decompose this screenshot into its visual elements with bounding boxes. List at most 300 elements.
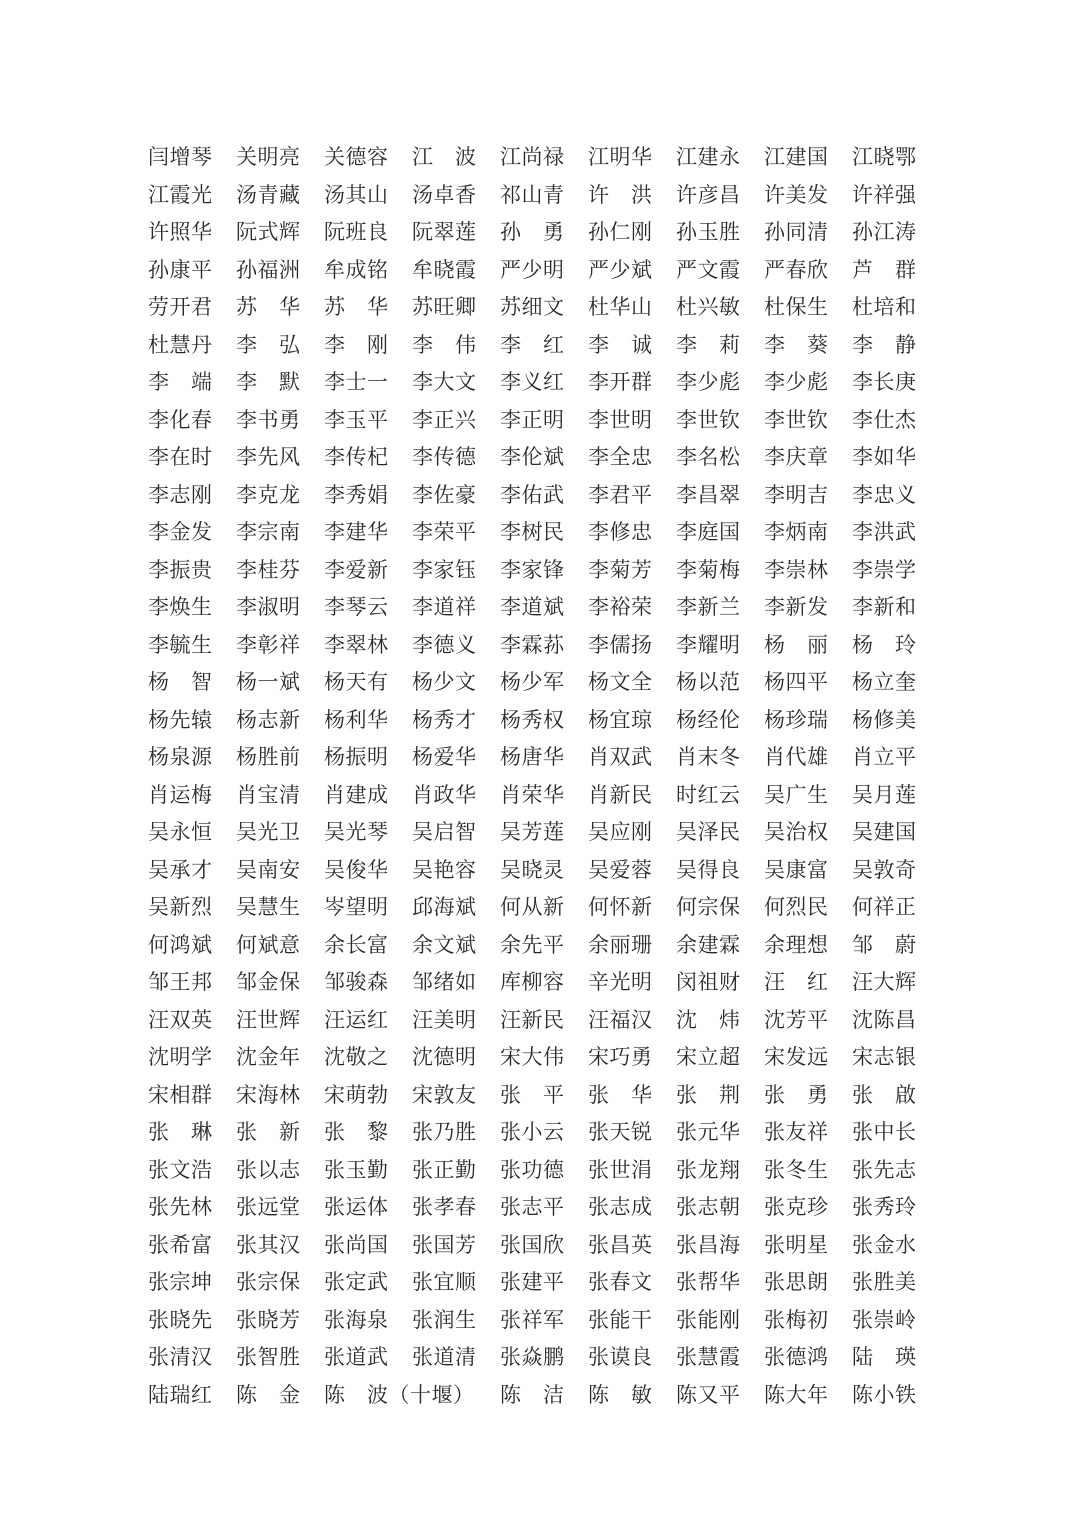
name-entry: 张正勤: [412, 1157, 477, 1182]
name-entry: 汪大辉: [852, 970, 917, 995]
name-entry: 李少彪: [676, 370, 741, 395]
name-entry: 杨经伦: [676, 707, 741, 732]
name-entry: 杨修美: [852, 707, 917, 732]
name-entry: 张 新: [236, 1120, 301, 1145]
name-entry: 张建平: [500, 1270, 565, 1295]
name-entry: 李崇学: [852, 557, 917, 582]
name-row: [148, 664, 928, 702]
name-entry: 李佐豪: [412, 482, 477, 507]
name-row: [148, 814, 928, 852]
name-entry: 李仕杰: [852, 407, 917, 432]
name-entry: 李世钦: [764, 407, 829, 432]
name-entry: 宋立超: [676, 1045, 741, 1070]
name-row: [148, 252, 928, 290]
name-entry: 江尚禄: [500, 145, 565, 170]
name-row: [148, 177, 928, 215]
name-entry: 张其汉: [236, 1232, 301, 1257]
name-entry: 李大文: [412, 370, 477, 395]
name-entry: 张志成: [588, 1195, 653, 1220]
name-row: [148, 627, 928, 665]
name-entry: 杜保生: [764, 295, 829, 320]
name-entry: 李义红: [500, 370, 565, 395]
name-entry: 汪运红: [324, 1007, 389, 1032]
name-entry: 张尚国: [324, 1232, 389, 1257]
name-entry: 李志刚: [148, 482, 213, 507]
name-entry: 严少明: [500, 257, 565, 282]
name-entry: 苏旺卿: [412, 295, 477, 320]
name-entry: 牟成铭: [324, 257, 389, 282]
name-row: [148, 139, 928, 177]
name-entry: 陈 波（十堰）: [324, 1382, 475, 1407]
name-entry: 何祥正: [852, 895, 917, 920]
name-entry: 邱海斌: [412, 895, 477, 920]
name-entry: 陆瑞红: [148, 1382, 213, 1407]
name-entry: 孙江涛: [852, 220, 917, 245]
name-entry: 张梅初: [764, 1307, 829, 1332]
name-entry: 李 静: [852, 332, 917, 357]
name-row: [148, 439, 928, 477]
name-entry: 李新和: [852, 595, 917, 620]
name-entry: 杨爱华: [412, 745, 477, 770]
name-entry: 邹 蔚: [852, 932, 917, 957]
name-entry: 李士一: [324, 370, 389, 395]
name-entry: 张润生: [412, 1307, 477, 1332]
name-entry: 邹骏森: [324, 970, 389, 995]
name-entry: 李开群: [588, 370, 653, 395]
name-entry: 李荣平: [412, 520, 477, 545]
name-entry: 张清汉: [148, 1345, 213, 1370]
name-entry: 李全忠: [588, 445, 653, 470]
name-entry: 张运体: [324, 1195, 389, 1220]
name-entry: 李桂芬: [236, 557, 301, 582]
name-entry: 杜华山: [588, 295, 653, 320]
name-row: [148, 214, 928, 252]
name-entry: 张胜美: [852, 1270, 917, 1295]
name-entry: 张国欣: [500, 1232, 565, 1257]
name-entry: 李建华: [324, 520, 389, 545]
name-entry: 杨 丽: [764, 632, 829, 657]
name-entry: 张 华: [588, 1082, 653, 1107]
name-entry: 余先平: [500, 932, 565, 957]
name-entry: 肖双武: [588, 745, 653, 770]
name-entry: 吴月莲: [852, 782, 917, 807]
name-entry: 祁山青: [500, 182, 565, 207]
name-entry: 杜培和: [852, 295, 917, 320]
name-row: [148, 1302, 928, 1340]
name-entry: 陈又平: [676, 1382, 741, 1407]
name-row: [148, 589, 928, 627]
name-entry: 岑望明: [324, 895, 389, 920]
name-entry: 阮翠莲: [412, 220, 477, 245]
name-entry: 李新发: [764, 595, 829, 620]
name-entry: 江建国: [764, 145, 829, 170]
name-entry: 李霖荪: [500, 632, 565, 657]
name-entry: 许祥强: [852, 182, 917, 207]
name-entry: 陈 洁: [500, 1382, 565, 1407]
name-row: [148, 927, 928, 965]
name-entry: 吴南安: [236, 857, 301, 882]
name-entry: 杨先辕: [148, 707, 213, 732]
name-entry: 宋萌勃: [324, 1082, 389, 1107]
name-entry: 李正明: [500, 407, 565, 432]
name-entry: 肖宝清: [236, 782, 301, 807]
name-entry: 杨少文: [412, 670, 477, 695]
name-entry: 李如华: [852, 445, 917, 470]
name-entry: 张定武: [324, 1270, 389, 1295]
name-entry: 张志朝: [676, 1195, 741, 1220]
name-entry: 李彰祥: [236, 632, 301, 657]
name-entry: 肖立平: [852, 745, 917, 770]
name-entry: 李忠义: [852, 482, 917, 507]
name-entry: 关明亮: [236, 145, 301, 170]
name-entry: 肖末冬: [676, 745, 741, 770]
name-entry: 吴艳容: [412, 857, 477, 882]
name-entry: 吴敦奇: [852, 857, 917, 882]
name-entry: 何鸿斌: [148, 932, 213, 957]
name-entry: 张 荆: [676, 1082, 741, 1107]
name-entry: 肖建成: [324, 782, 389, 807]
name-entry: 李书勇: [236, 407, 301, 432]
name-row: [148, 364, 928, 402]
name-entry: 江霞光: [148, 182, 213, 207]
name-entry: 汪世辉: [236, 1007, 301, 1032]
name-entry: 杨宜琼: [588, 707, 653, 732]
name-entry: 吴新烈: [148, 895, 213, 920]
name-entry: 吴光琴: [324, 820, 389, 845]
name-entry: 张天锐: [588, 1120, 653, 1145]
name-entry: 张志平: [500, 1195, 565, 1220]
name-entry: 张以志: [236, 1157, 301, 1182]
name-entry: 张孝春: [412, 1195, 477, 1220]
name-entry: 李树民: [500, 520, 565, 545]
name-entry: 吴泽民: [676, 820, 741, 845]
name-row: [148, 964, 928, 1002]
name-entry: 陈 金: [236, 1382, 301, 1407]
name-entry: 汤青藏: [236, 182, 301, 207]
name-entry: 李明吉: [764, 482, 829, 507]
name-row: [148, 1377, 928, 1415]
name-entry: 宋敦友: [412, 1082, 477, 1107]
name-entry: 沈德明: [412, 1045, 477, 1070]
name-entry: 沈陈昌: [852, 1007, 917, 1032]
name-entry: 张 啟: [852, 1082, 917, 1107]
name-entry: 张海泉: [324, 1307, 389, 1332]
name-entry: 陈 敏: [588, 1382, 653, 1407]
name-entry: 张宜顺: [412, 1270, 477, 1295]
name-entry: 陈大年: [764, 1382, 829, 1407]
name-entry: 吴芳莲: [500, 820, 565, 845]
name-entry: 张世涓: [588, 1157, 653, 1182]
name-entry: 吴慧生: [236, 895, 301, 920]
name-entry: 李 葵: [764, 332, 829, 357]
name-entry: 肖运梅: [148, 782, 213, 807]
name-entry: 吴启智: [412, 820, 477, 845]
name-entry: 李焕生: [148, 595, 213, 620]
name-entry: 张道武: [324, 1345, 389, 1370]
name-entry: 张明星: [764, 1232, 829, 1257]
name-entry: 许 洪: [588, 182, 653, 207]
name-entry: 张宗坤: [148, 1270, 213, 1295]
name-entry: 杨珍瑞: [764, 707, 829, 732]
name-entry: 李 默: [236, 370, 301, 395]
name-entry: 李在时: [148, 445, 213, 470]
name-entry: 李传德: [412, 445, 477, 470]
name-entry: 杨胜前: [236, 745, 301, 770]
name-row: [148, 1189, 928, 1227]
name-entry: 许彦昌: [676, 182, 741, 207]
name-entry: 李 刚: [324, 332, 389, 357]
name-entry: 杨秀权: [500, 707, 565, 732]
name-entry: 邹金保: [236, 970, 301, 995]
name-entry: 李振贵: [148, 557, 213, 582]
name-row: [148, 1114, 928, 1152]
name-entry: 李金发: [148, 520, 213, 545]
name-entry: 肖代雄: [764, 745, 829, 770]
name-entry: 余建霖: [676, 932, 741, 957]
name-entry: 李洪武: [852, 520, 917, 545]
name-entry: 张慧霞: [676, 1345, 741, 1370]
name-entry: 何烈民: [764, 895, 829, 920]
name-entry: 肖荣华: [500, 782, 565, 807]
name-entry: 张 黎: [324, 1120, 389, 1145]
name-entry: 吴爱蓉: [588, 857, 653, 882]
name-entry: 杨志新: [236, 707, 301, 732]
name-entry: 张远堂: [236, 1195, 301, 1220]
name-entry: 张功德: [500, 1157, 565, 1182]
name-entry: 闵祖财: [676, 970, 741, 995]
name-entry: 张国芳: [412, 1232, 477, 1257]
name-entry: 李 莉: [676, 332, 741, 357]
name-entry: 张友祥: [764, 1120, 829, 1145]
name-entry: 李菊芳: [588, 557, 653, 582]
name-entry: 江 波: [412, 145, 477, 170]
name-entry: 沈芳平: [764, 1007, 829, 1032]
name-entry: 宋志银: [852, 1045, 917, 1070]
name-entry: 沈敬之: [324, 1045, 389, 1070]
name-entry: 汪新民: [500, 1007, 565, 1032]
name-entry: 李道斌: [500, 595, 565, 620]
name-entry: 张思朗: [764, 1270, 829, 1295]
name-entry: 李传杞: [324, 445, 389, 470]
name-entry: 李耀明: [676, 632, 741, 657]
name-entry: 时红云: [676, 782, 741, 807]
name-entry: 李庭国: [676, 520, 741, 545]
name-entry: 杨振明: [324, 745, 389, 770]
name-entry: 吴晓灵: [500, 857, 565, 882]
name-entry: 李淑明: [236, 595, 301, 620]
name-entry: 汪美明: [412, 1007, 477, 1032]
name-entry: 张文浩: [148, 1157, 213, 1182]
name-entry: 张乃胜: [412, 1120, 477, 1145]
name-entry: 许照华: [148, 220, 213, 245]
name-entry: 李正兴: [412, 407, 477, 432]
name-row: [148, 777, 928, 815]
name-entry: 余文斌: [412, 932, 477, 957]
name-entry: 沈金年: [236, 1045, 301, 1070]
name-entry: 张先志: [852, 1157, 917, 1182]
name-entry: 江建永: [676, 145, 741, 170]
name-entry: 陆 瑛: [852, 1345, 917, 1370]
name-row: [148, 327, 928, 365]
name-entry: 李翠林: [324, 632, 389, 657]
name-entry: 孙仁刚: [588, 220, 653, 245]
name-entry: 李克龙: [236, 482, 301, 507]
name-row: [148, 739, 928, 777]
name-entry: 张昌海: [676, 1232, 741, 1257]
name-entry: 许美发: [764, 182, 829, 207]
name-entry: 李 弘: [236, 332, 301, 357]
name-entry: 苏细文: [500, 295, 565, 320]
name-entry: 吴应刚: [588, 820, 653, 845]
name-entry: 李庆章: [764, 445, 829, 470]
name-entry: 吴俊华: [324, 857, 389, 882]
name-entry: 张金水: [852, 1232, 917, 1257]
name-entry: 余长富: [324, 932, 389, 957]
name-entry: 劳开君: [148, 295, 213, 320]
name-entry: 张春文: [588, 1270, 653, 1295]
name-entry: 李 诚: [588, 332, 653, 357]
name-entry: 李裕荣: [588, 595, 653, 620]
name-row: [148, 402, 928, 440]
name-entry: 张德鸿: [764, 1345, 829, 1370]
name-entry: 张中长: [852, 1120, 917, 1145]
name-entry: 张 平: [500, 1082, 565, 1107]
name-entry: 余理想: [764, 932, 829, 957]
name-row: [148, 1152, 928, 1190]
name-entry: 孙康平: [148, 257, 213, 282]
name-entry: 李爱新: [324, 557, 389, 582]
name-entry: 李家锋: [500, 557, 565, 582]
name-entry: 李君平: [588, 482, 653, 507]
name-entry: 关德容: [324, 145, 389, 170]
name-entry: 杨利华: [324, 707, 389, 732]
name-entry: 杨唐华: [500, 745, 565, 770]
name-entry: 张祥军: [500, 1307, 565, 1332]
name-entry: 汤其山: [324, 182, 389, 207]
name-entry: 李德义: [412, 632, 477, 657]
name-entry: 李琴云: [324, 595, 389, 620]
name-entry: 张晓芳: [236, 1307, 301, 1332]
name-row: [148, 514, 928, 552]
name-entry: 邹绪如: [412, 970, 477, 995]
name-row: [148, 1039, 928, 1077]
name-entry: 李世钦: [676, 407, 741, 432]
name-entry: 江明华: [588, 145, 653, 170]
name-entry: 宋发远: [764, 1045, 829, 1070]
name-entry: 李先风: [236, 445, 301, 470]
name-entry: 李化春: [148, 407, 213, 432]
name-entry: 李玉平: [324, 407, 389, 432]
name-row: [148, 852, 928, 890]
name-entry: 张玉勤: [324, 1157, 389, 1182]
name-entry: 杨以范: [676, 670, 741, 695]
name-entry: 孙 勇: [500, 220, 565, 245]
name-entry: 李佑武: [500, 482, 565, 507]
name-entry: 杨泉源: [148, 745, 213, 770]
name-entry: 杨一斌: [236, 670, 301, 695]
name-entry: 杨少军: [500, 670, 565, 695]
name-row: [148, 1227, 928, 1265]
name-entry: 张晓先: [148, 1307, 213, 1332]
name-entry: 张希富: [148, 1232, 213, 1257]
name-entry: 吴治权: [764, 820, 829, 845]
name-entry: 陈小铁: [852, 1382, 917, 1407]
name-entry: 李伦斌: [500, 445, 565, 470]
name-entry: 苏 华: [236, 295, 301, 320]
name-entry: 阮班良: [324, 220, 389, 245]
name-entry: 张小云: [500, 1120, 565, 1145]
name-entry: 孙福洲: [236, 257, 301, 282]
name-entry: 李秀娟: [324, 482, 389, 507]
name-entry: 张帮华: [676, 1270, 741, 1295]
name-entry: 李炳南: [764, 520, 829, 545]
name-row: [148, 289, 928, 327]
name-entry: 李少彪: [764, 370, 829, 395]
name-entry: 邹王邦: [148, 970, 213, 995]
name-entry: 杨天有: [324, 670, 389, 695]
name-entry: 苏 华: [324, 295, 389, 320]
name-entry: 吴康富: [764, 857, 829, 882]
name-entry: 张智胜: [236, 1345, 301, 1370]
name-entry: 张能干: [588, 1307, 653, 1332]
name-entry: 李菊梅: [676, 557, 741, 582]
name-entry: 李修忠: [588, 520, 653, 545]
name-entry: 宋相群: [148, 1082, 213, 1107]
name-entry: 李家钰: [412, 557, 477, 582]
name-entry: 闫增琴: [148, 145, 213, 170]
name-row: [148, 889, 928, 927]
name-entry: 杨 玲: [852, 632, 917, 657]
name-entry: 杜慧丹: [148, 332, 213, 357]
name-row: [148, 702, 928, 740]
name-entry: 严文霞: [676, 257, 741, 282]
name-entry: 吴建国: [852, 820, 917, 845]
name-entry: 杨秀才: [412, 707, 477, 732]
name-entry: 余丽珊: [588, 932, 653, 957]
name-entry: 吴承才: [148, 857, 213, 882]
name-entry: 江晓鄂: [852, 145, 917, 170]
name-entry: 阮式辉: [236, 220, 301, 245]
name-entry: 吴广生: [764, 782, 829, 807]
name-entry: 辛光明: [588, 970, 653, 995]
name-entry: 张能刚: [676, 1307, 741, 1332]
name-entry: 何怀新: [588, 895, 653, 920]
name-row: [148, 477, 928, 515]
name-entry: 李 端: [148, 370, 213, 395]
name-entry: 李昌翠: [676, 482, 741, 507]
name-entry: 吴永恒: [148, 820, 213, 845]
name-entry: 杜兴敏: [676, 295, 741, 320]
name-row: [148, 1339, 928, 1377]
name-entry: 杨立奎: [852, 670, 917, 695]
name-entry: 芦 群: [852, 257, 917, 282]
name-entry: 李儒扬: [588, 632, 653, 657]
name-entry: 张先林: [148, 1195, 213, 1220]
name-entry: 张秀玲: [852, 1195, 917, 1220]
name-entry: 何宗保: [676, 895, 741, 920]
name-entry: 汪福汉: [588, 1007, 653, 1032]
name-entry: 李道祥: [412, 595, 477, 620]
name-row: [148, 1002, 928, 1040]
name-entry: 宋大伟: [500, 1045, 565, 1070]
name-row: [148, 552, 928, 590]
name-entry: 李宗南: [236, 520, 301, 545]
name-entry: 李世明: [588, 407, 653, 432]
name-entry: 严少斌: [588, 257, 653, 282]
name-entry: 张焱鹏: [500, 1345, 565, 1370]
name-entry: 张宗保: [236, 1270, 301, 1295]
name-entry: 张元华: [676, 1120, 741, 1145]
